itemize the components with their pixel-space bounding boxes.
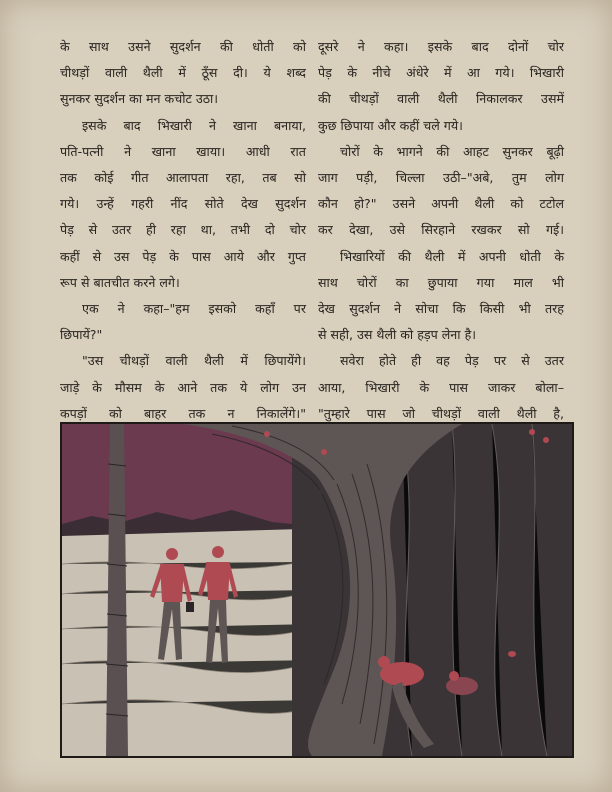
thieves-under-tree-illustration [60,422,574,758]
paragraph-line: कर देखा, उसे सिरहाने रखकर सो गई। [318,222,564,238]
paragraph-line: रूप से बातचीत करने लगे। [60,274,180,290]
paragraph-line: भिखारियों की थैली में अपनी धोती के [340,248,564,264]
paragraph-line: पेड़ के नीचे अंधेरे में आ गये। भिखारी [318,65,564,81]
paragraph-line: देख सुदर्शन ने सोचा कि किसी भी तरह [318,301,564,317]
paragraph-line: की चीथड़ों वाली थैली निकालकर उसमें [318,91,564,107]
paragraph-line: कौन हो?" उसने अपनी थैली को टटोल [318,196,564,212]
paragraph-line: से सही, उस थैली को हड़प लेना है। [318,327,477,343]
paragraph-line: साथ चोरों का छुपाया गया माल भी [318,274,564,290]
right-text-column [318,34,564,427]
paragraph-line: कुछ छिपाया और कहीं चले गये। [318,117,463,133]
paragraph-line: कपड़ों को बाहर तक न निकालेंगे।" [60,405,306,421]
left-text-column [60,34,306,427]
paragraph-line: जाग पड़ी, चिल्ला उठी–"अबे, तुम लोग [318,170,564,186]
paragraph-line: पेड़ से उतर ही रहा था, तभी दो चोर [60,222,306,238]
paragraph-line: पति-पत्नी ने खाना खाया। आधी रात [60,143,306,159]
paragraph-line: चोरों के भागने की आहट सुनकर बूढ़ी [340,143,564,159]
paragraph-line: छिपायें?" [60,327,103,343]
paragraph-line: "तुम्हारे पास जो चीथड़ों वाली थैली है, [318,405,564,421]
paragraph-line: कहीं से उस पेड़ के पास आये और गुप्त [60,248,306,264]
paragraph-line: के साथ उसने सुदर्शन की धोती को [60,39,306,54]
paragraph-line: एक ने कहा–"हम इसको कहाँ पर [82,301,306,317]
paragraph-line: सवेरा होते ही वह पेड़ पर से उतर [340,353,564,369]
paragraph-line: जाड़े के मौसम के आने तक ये लोग उन [60,379,306,395]
illustration-svg [62,424,572,756]
paragraph-line: दूसरे ने कहा। इसके बाद दोनों चोर [318,39,564,54]
paragraph-line: तक कोई गीत आलापता रहा, तब सो [60,170,306,186]
paragraph-line: "उस चीथड़ों वाली थैली में छिपायेंगे। [82,353,306,369]
paragraph-line: आया, भिखारी के पास जाकर बोला– [318,379,564,395]
paragraph-line: इसके बाद भिखारी ने खाना बनाया, [82,117,306,133]
paragraph-line: सुनकर सुदर्शन का मन कचोट उठा। [60,91,219,107]
paragraph-line: गये। उन्हें गहरी नींद सोते देख सुदर्शन [60,196,306,212]
paragraph-line: चीथड़ों वाली थैली में ठूँस दी। ये शब्द [60,65,306,81]
